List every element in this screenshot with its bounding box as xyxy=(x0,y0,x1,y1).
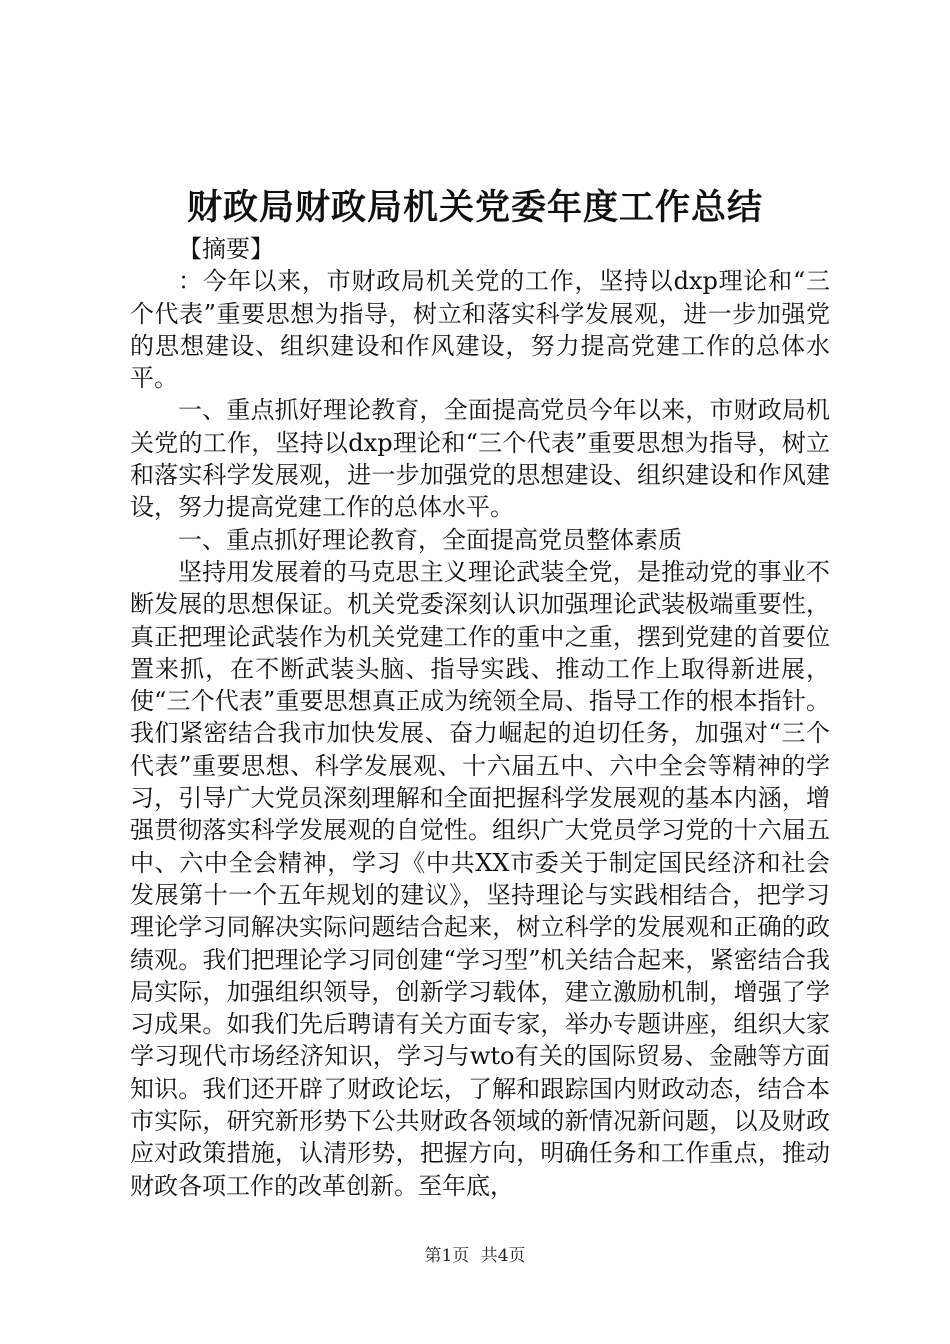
paragraph-body: 坚持用发展着的马克思主义理论武装全党，是推动党的事业不断发展的思想保证。机关党委深刻认识加强理论武装极端重要性，真正把理论武装作为机关党建工作的重中之重，摆到党建的首要位置来抓，在不断武装头脑、指导实践、推动工作上取得新进展，使“三个代表”重要思想真正成为统领全局、指导工作的根本指针。我们紧密结合我市加快发展、奋力崛起的迫切任务，加强对“三个代表”重要思想、科学发展观、十六届五中、六中全会等精神的学习，引导广大党员深刻理解和全面把握科学发展观的基本内涵，增强贯彻落实科学发展观的自觉性。组织广大党员学习党的十六届五中、六中全会精神，学习《中共XX市委关于制定国民经济和社会发展第十一个五年规划的建议》，坚持理论与实践相结合，把学习理论学习同解决实际问题结合起来，树立科学的发展观和正确的政绩观。我们把理论学习同创建“学习型”机关结合起来，紧密结合我局实际，加强组织领导，创新学习载体，建立激励机制，增强了学习成果。如我们先后聘请有关方面专家，举办专题讲座，组织大家学习现代市场经济知识，学习与wto有关的国际贸易、金融等方面知识。我们还开辟了财政论坛，了解和跟踪国内财政动态，结合本市实际，研究新形势下公共财政各领域的新情况新问题，以及财政应对政策措施，认清形势，把握方向，明确任务和工作重点，推动财政各项工作的改革创新。至年底， xyxy=(130,557,830,1200)
section-heading: 一、重点抓好理论教育，全面提高党员整体素质 xyxy=(178,525,682,554)
document-title: 财政局财政局机关党委年度工作总结 xyxy=(186,187,763,228)
page-total: 共4页 xyxy=(480,1246,526,1266)
page-footer xyxy=(0,1244,950,1268)
paragraph-abstract: ：今年以来，市财政局机关党的工作，坚持以dxp理论和“三个代表”重要思想为指导，树立和落实科学发展观，进一步加强党的思想建设、组织建设和作风建设，努力提高党建工作的总体水平。 xyxy=(130,267,830,393)
abstract-heading: 【摘要】 xyxy=(178,235,274,263)
document-body xyxy=(130,233,830,1202)
page-number: 第1页 xyxy=(424,1246,470,1266)
paragraph-section-one-intro: 一、重点抓好理论教育，全面提高党员今年以来，市财政局机关党的工作，坚持以dxp理论和“三个代表”重要思想为指导，树立和落实科学发展观，进一步加强党的思想建设、组织建设和作风建设，努力提高党建工作的总体水平。 xyxy=(130,396,830,522)
